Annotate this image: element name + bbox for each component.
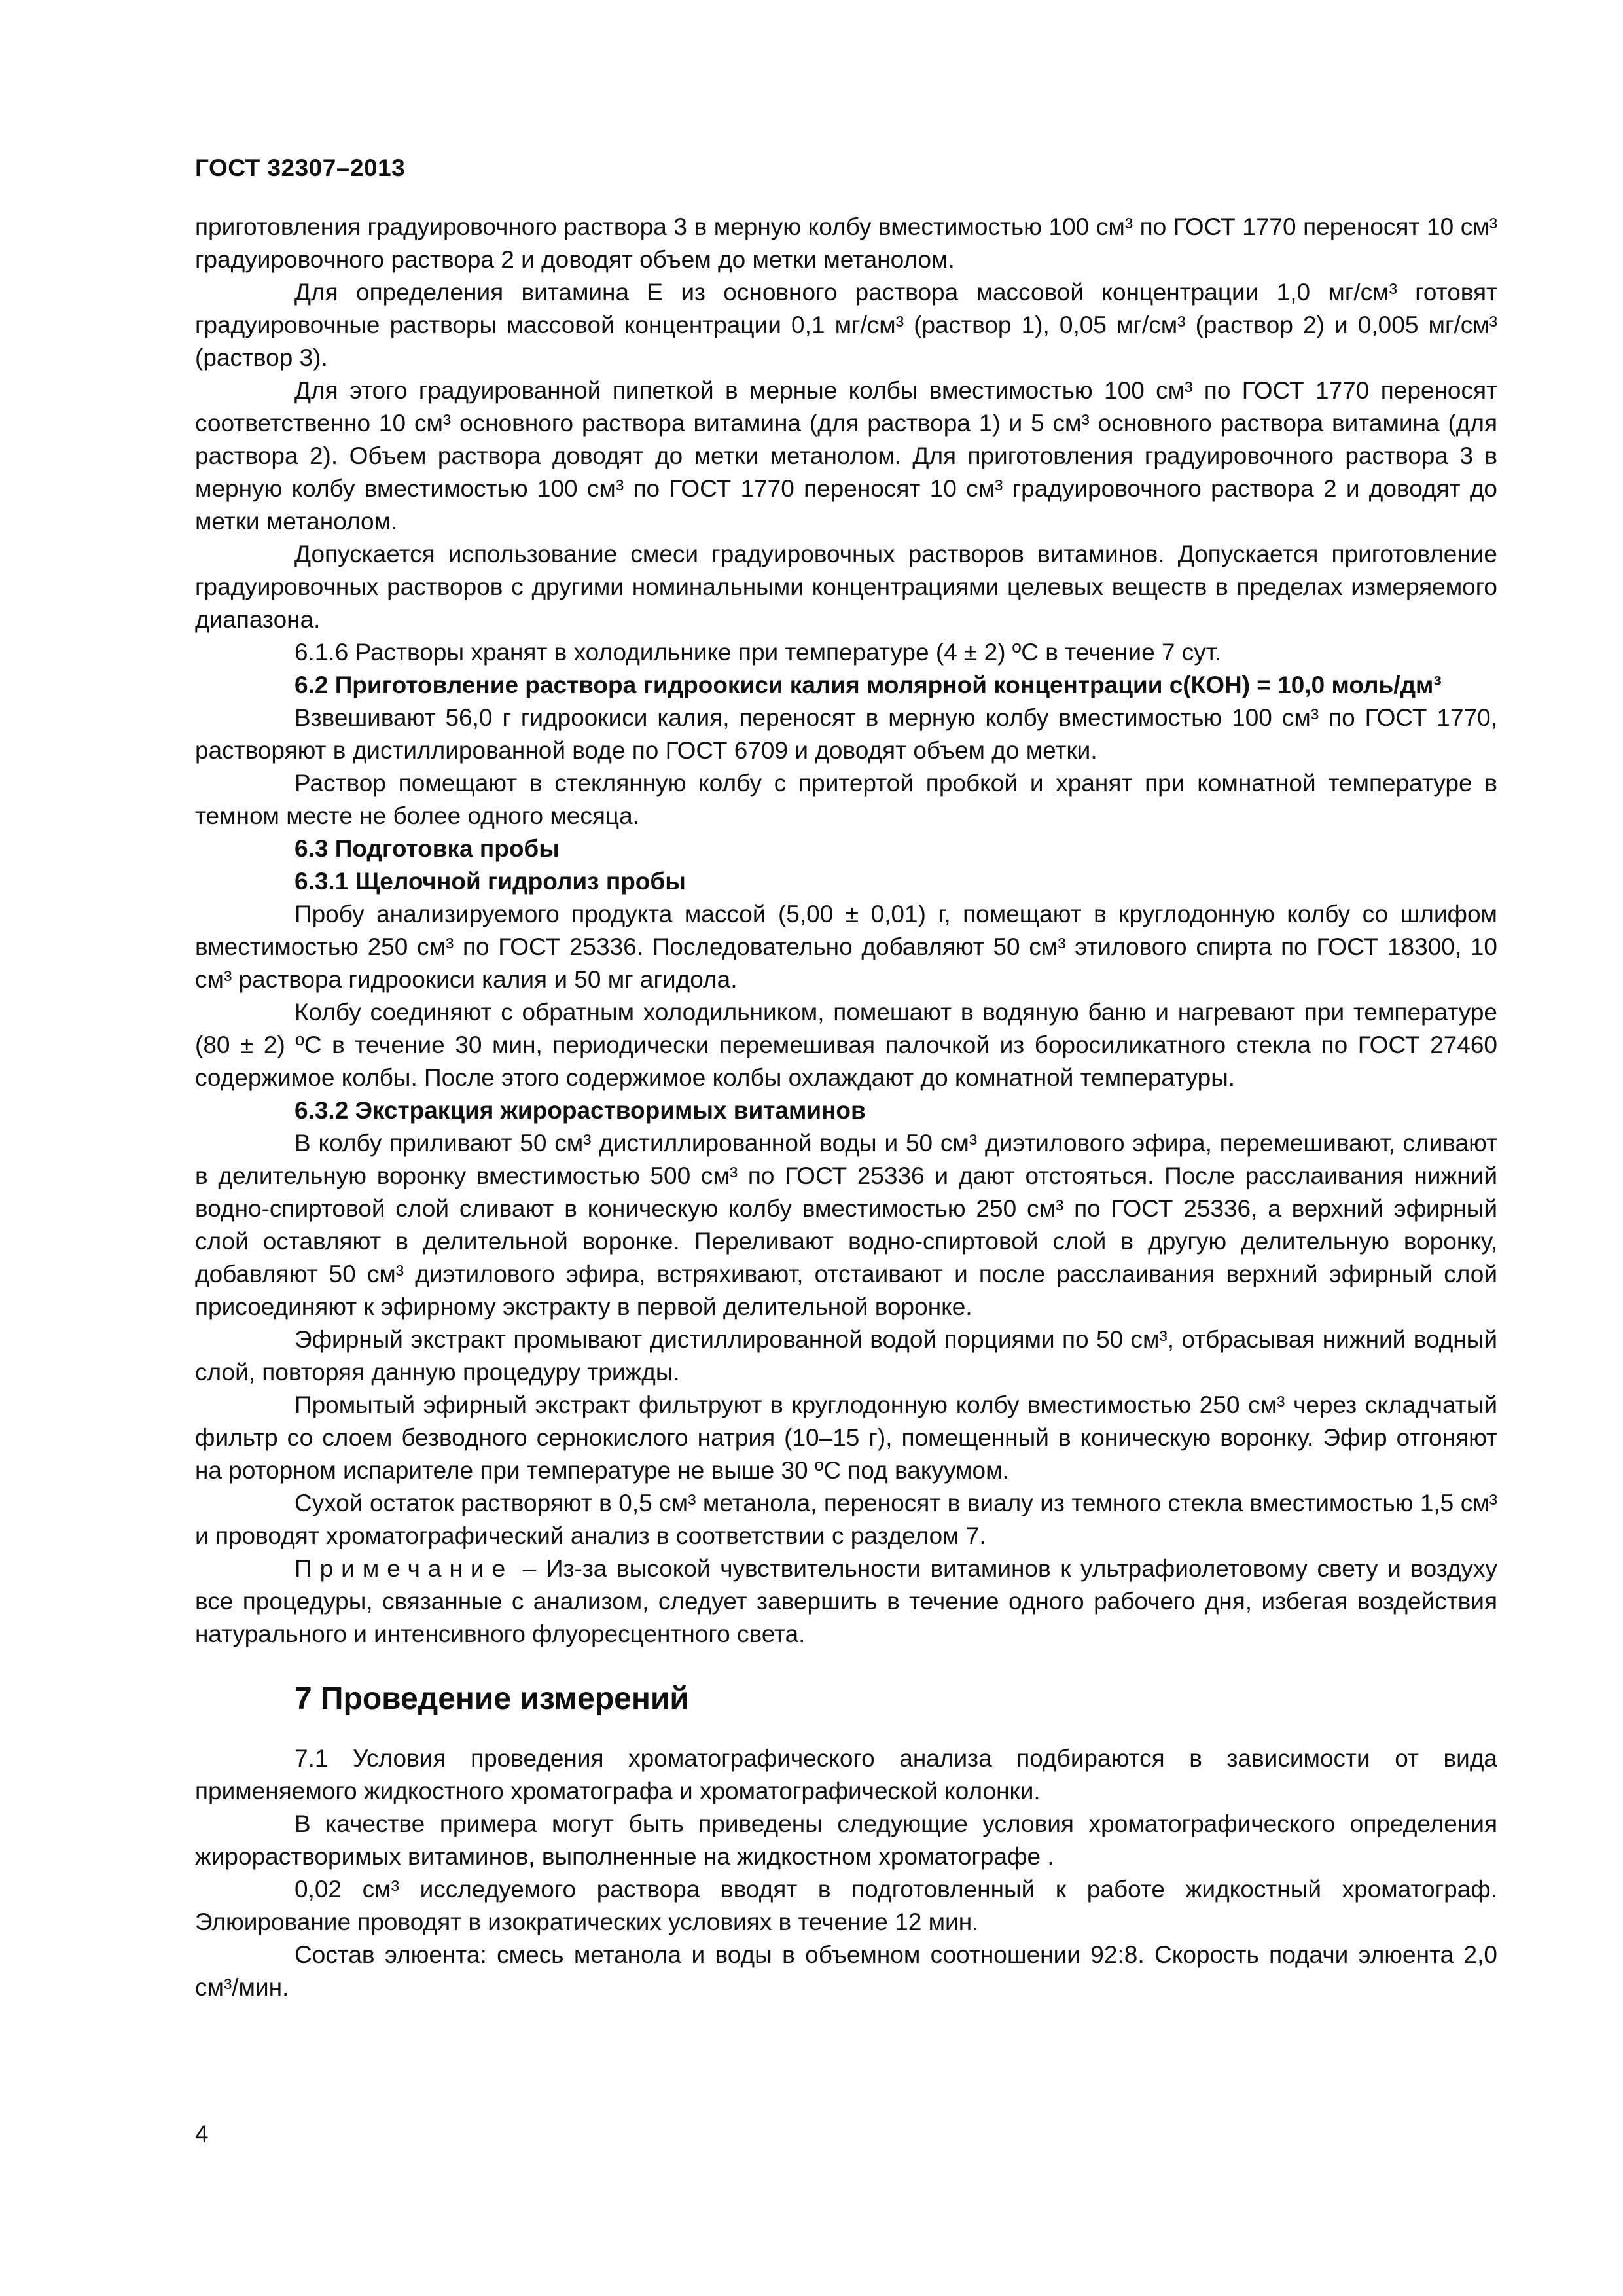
subsection-heading: 6.3.2 Экстракция жирорастворимых витаминов (294, 1097, 866, 1124)
paragraph: Сухой остаток растворяют в 0,5 см³ метанола, переносят в виалу из темного стекла вместимостью 1,5 см³ и проводят хроматографический анализ в соответствии с разделом 7. (195, 1490, 1497, 1549)
paragraph: Промытый эфирный экстракт фильтруют в круглодонную колбу вместимостью 250 см³ через складчатый фильтр со слоем безводного сернокислого натрия (10–15 г), помещенный в коническую воронку. Эфир отгоняют на роторном испарителе при температуре не выше 30 ºС под вакуумом. (195, 1391, 1497, 1484)
paragraph: Взвешивают 56,0 г гидроокиси калия, переносят в мерную колбу вместимостью 100 см³ по ГОСТ 1770, растворяют в дистиллированной воде по ГОСТ 6709 и доводят объем до метки. (195, 704, 1497, 764)
paragraph: Раствор помещают в стеклянную колбу с притертой пробкой и хранят при комнатной температуре в темном месте не более одного месяца. (195, 770, 1497, 829)
note (195, 1552, 1497, 1651)
paragraph: Эфирный экстракт промывают дистиллированной водой порциями по 50 см³, отбрасывая нижний водный слой, повторяя данную процедуру трижды. (195, 1326, 1497, 1386)
paragraph: В колбу приливают 50 см³ дистиллированной воды и 50 см³ диэтилового эфира, перемешивают, сливают в делительную воронку вместимостью 500 см³ по ГОСТ 25336 и дают отстояться. После расслаивания нижний водно-спиртовой слой сливают в коническую колбу вместимостью 250 см³ по ГОСТ 25336, а верхний эфирный слой оставляют в делительной воронке. Переливают водно-спиртовой слой в другую делительную воронку, добавляют 50 см³ диэтилового эфира, встряхивают, отстаивают и после расслаивания верхний эфирный слой присоединяют к эфирному экстракту в первой делительной воронке. (195, 1130, 1497, 1320)
paragraph: Для этого градуированной пипеткой в мерные колбы вместимостью 100 см³ по ГОСТ 1770 переносят соответственно 10 см³ основного раствора витамина (для раствора 1) и 5 см³ основного раствора витамина (для раствора 2). Объем раствора доводят до метки метанолом. Для приготовления градуировочного раствора 3 в мерную колбу вместимостью 100 см³ по ГОСТ 1770 переносят 10 см³ градуировочного раствора 2 и доводят до метки метанолом. (195, 377, 1497, 535)
document-body (195, 211, 1497, 2004)
section-heading: 6.3 Подготовка пробы (294, 835, 560, 862)
note-label: Примечание (294, 1555, 514, 1582)
paragraph: Допускается использование смеси градуировочных растворов витаминов. Допускается приготовление градуировочных растворов с другими номинальными концентрациями целевых веществ в пределах измеряемого диапазона. (195, 541, 1497, 633)
page-number: 4 (195, 2121, 209, 2147)
paragraph: 0,02 см³ исследуемого раствора вводят в подготовленный к работе жидкостный хроматограф. Элюирование проводят в изократических условиях в течение 12 мин. (195, 1876, 1497, 1935)
section-title: 7 Проведение измерений (294, 1681, 689, 1716)
subsection-heading: 6.3.1 Щелочной гидролиз пробы (294, 868, 686, 895)
paragraph: В качестве примера могут быть приведены следующие условия хроматографического определения жирорастворимых витаминов, выполненные на жидкостном хроматографе . (195, 1810, 1497, 1870)
paragraph: приготовления градуировочного раствора 3 в мерную колбу вместимостью 100 см³ по ГОСТ 1770 переносят 10 см³ градуировочного раствора 2 и доводят объем до метки метанолом. (195, 213, 1497, 273)
document-header: ГОСТ 32307–2013 (195, 154, 406, 181)
paragraph: 6.1.6 Растворы хранят в холодильнике при температуре (4 ± 2) ºС в течение 7 сут. (294, 639, 1221, 666)
paragraph: 7.1 Условия проведения хроматографического анализа подбираются в зависимости от вида применяемого жидкостного хроматографа и хроматографической колонки. (195, 1745, 1497, 1804)
note-text: – Из-за высокой чувствительности витаминов к ультрафиолетовому свету и воздуху все процедуры, связанные с анализом, следует завершить в течение одного рабочего дня, избегая воздействия натурального и интенсивного флуоресцентного света. (195, 1555, 1498, 1647)
paragraph: Пробу анализируемого продукта массой (5,00 ± 0,01) г, помещают в круглодонную колбу со шлифом вместимостью 250 см³ по ГОСТ 25336. Последовательно добавляют 50 см³ этилового спирта по ГОСТ 18300, 10 см³ раствора гидроокиси калия и 50 мг агидола. (195, 901, 1497, 993)
paragraph: Колбу соединяют с обратным холодильником, помешают в водяную баню и нагревают при температуре (80 ± 2) ºС в течение 30 мин, периодически перемешивая палочкой из боросиликатного стекла по ГОСТ 27460 содержимое колбы. После этого содержимое колбы охлаждают до комнатной температуры. (195, 999, 1497, 1091)
paragraph: Для определения витамина Е из основного раствора массовой концентрации 1,0 мг/см³ готовят градуировочные растворы массовой концентрации 0,1 мг/см³ (раствор 1), 0,05 мг/см³ (раствор 2) и 0,005 мг/см³ (раствор 3). (195, 279, 1497, 371)
paragraph: Состав элюента: смесь метанола и воды в объемном соотношении 92:8. Скорость подачи элюента 2,0 см³/мин. (195, 1941, 1497, 2001)
section-heading: 6.2 Приготовление раствора гидроокиси калия молярной концентрации с(КОН) = 10,0 моль/дм³ (294, 672, 1442, 698)
